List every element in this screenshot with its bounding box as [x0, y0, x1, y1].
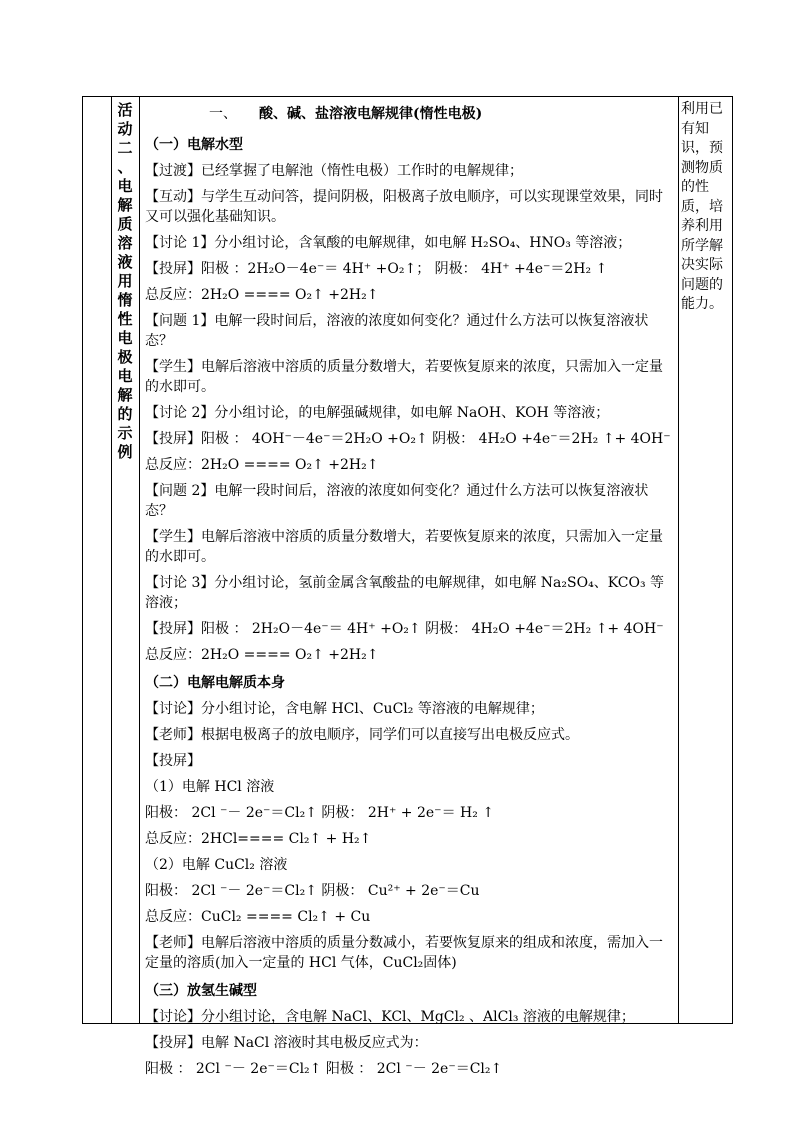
side-title-char: 示: [117, 424, 133, 442]
design-intent-note: 利用已有知识，预测物质的性质，培养利用所学解决实际问题的能力。: [681, 101, 723, 312]
side-title-char: 液: [117, 253, 133, 271]
side-title-char: 的: [117, 405, 133, 423]
side-title-char: 溶: [117, 234, 133, 252]
side-title-char: 电: [117, 177, 133, 195]
content-paragraph: 总反应：2HCl==== Cl₂↑ + H₂↑: [145, 831, 372, 847]
side-title-char: 动: [117, 120, 133, 138]
content-paragraph: 【投屏】电解 NaCl 溶液时其电极反应式为：: [145, 1035, 428, 1051]
side-title-char: 极: [117, 348, 133, 366]
content-paragraph: 总反应：CuCl₂ ==== Cl₂↑ + Cu: [145, 909, 371, 925]
content-paragraph: 【过渡】已经掌握了电解池（惰性电极）工作时的电解规律；: [145, 163, 523, 179]
content-paragraph: 【讨论 2】分小组讨论，的电解强碱规律，如电解 NaOH、KOH 等溶液；: [145, 405, 610, 421]
side-title-char: 用: [117, 272, 133, 290]
content-paragraph: （1）电解 HCl 溶液: [145, 779, 275, 795]
content-paragraph: 【投屏】阳极 ： 2H₂O－4e⁻＝ 4H⁺ +O₂↑ 阴极： 4H₂O +4e⁻＝2H₂ ↑+ 4OH⁻: [145, 621, 664, 637]
content-paragraph: 【互动】与学生互动问答，提问阴极，阳极离子放电顺序，可以实现课堂效果，同时又可以强化基础知识。: [145, 189, 663, 225]
content-paragraph: 【讨论】分小组讨论，含电解 NaCl、KCl、MgCl₂ 、AlCl₃ 溶液的电解规律；: [145, 1009, 635, 1025]
activity-title-column: [111, 101, 139, 462]
side-title-char: 二: [117, 139, 133, 157]
content-paragraph: （2）电解 CuCl₂ 溶液: [145, 857, 288, 873]
content-paragraph: 【讨论 3】分小组讨论，氢前金属含氧酸盐的电解规律，如电解 Na₂SO₄、KCO₃ 等溶液；: [145, 575, 665, 611]
content-paragraph: 【讨论 1】分小组讨论，含氧酸的电解规律，如电解 H₂SO₄、HNO₃ 等溶液；: [145, 235, 632, 251]
side-title-char: 电: [117, 367, 133, 385]
content-paragraph: 阳极： 2Cl ⁻－ 2e⁻＝Cl₂↑ 阴极： Cu²⁺ + 2e⁻＝Cu: [145, 883, 480, 899]
side-title-char: 活: [117, 101, 133, 119]
side-title-char: 性: [117, 310, 133, 328]
content-paragraph: 总反应：2H₂O ==== O₂↑ +2H₂↑: [145, 287, 379, 303]
content-paragraph: 【问题 1】电解一段时间后，溶液的浓度如何变化？通过什么方法可以恢复溶液状态？: [145, 313, 649, 349]
subsection-heading: （一）电解水型: [145, 137, 243, 153]
content-paragraph: 【投屏】阳极 ：2H₂O－4e⁻＝ 4H⁺ +O₂↑； 阴极： 4H⁺ +4e⁻＝2H₂ ↑: [145, 261, 608, 277]
side-title-char: 质: [117, 215, 133, 233]
side-title-char: 电: [117, 329, 133, 347]
content-paragraph: 总反应：2H₂O ==== O₂↑ +2H₂↑: [145, 647, 379, 663]
content-paragraph: 【老师】根据电极离子的放电顺序，同学们可以直接写出电极反应式。: [145, 727, 579, 743]
side-title-char: 、: [117, 158, 133, 176]
subsection-heading: （二）电解电解质本身: [145, 675, 285, 691]
content-paragraph: 【老师】电解后溶液中溶质的质量分数减小，若要恢复原来的组成和浓度，需加入一定量的溶质(加入一定量的 HCl 气体，CuCl₂固体): [145, 935, 663, 971]
table-divider: [139, 97, 140, 1023]
section-heading: [145, 103, 675, 127]
content-column: [145, 101, 675, 1079]
side-title-char: 解: [117, 196, 133, 214]
lesson-table: [82, 96, 733, 1077]
content-paragraph: 【投屏】: [145, 753, 201, 769]
content-paragraph: 阳极 ： 2Cl ⁻－ 2e⁻＝Cl₂↑ 阳极 ： 2Cl ⁻－ 2e⁻＝Cl₂↑: [145, 1061, 503, 1077]
heading-number: 一、: [209, 106, 237, 122]
content-paragraph: 【学生】电解后溶液中溶质的质量分数增大，若要恢复原来的浓度，只需加入一定量的水即可。: [145, 359, 663, 395]
table-divider: [678, 97, 679, 1023]
side-title-char: 惰: [117, 291, 133, 309]
side-title-char: 解: [117, 386, 133, 404]
subsection-heading: （三）放氢生碱型: [145, 983, 257, 999]
heading-text: 酸、碱、盐溶液电解规律(惰性电极): [259, 106, 483, 122]
side-title-char: 例: [117, 443, 133, 461]
content-paragraph: 【学生】电解后溶液中溶质的质量分数增大，若要恢复原来的浓度，只需加入一定量的水即可。: [145, 529, 663, 565]
content-paragraph: 阳极： 2Cl ⁻－ 2e⁻＝Cl₂↑ 阴极： 2H⁺ + 2e⁻＝ H₂ ↑: [145, 805, 495, 821]
content-paragraph: 总反应：2H₂O ==== O₂↑ +2H₂↑: [145, 457, 379, 473]
content-paragraph: 【投屏】阳极 ： 4OH⁻－4e⁻＝2H₂O +O₂↑ 阴极： 4H₂O +4e⁻＝2H₂ ↑+ 4OH⁻: [145, 431, 671, 447]
content-paragraph: 【问题 2】电解一段时间后，溶液的浓度如何变化？通过什么方法可以恢复溶液状态？: [145, 483, 649, 519]
content-paragraph: 【讨论】分小组讨论，含电解 HCl、CuCl₂ 等溶液的电解规律；: [145, 701, 544, 717]
